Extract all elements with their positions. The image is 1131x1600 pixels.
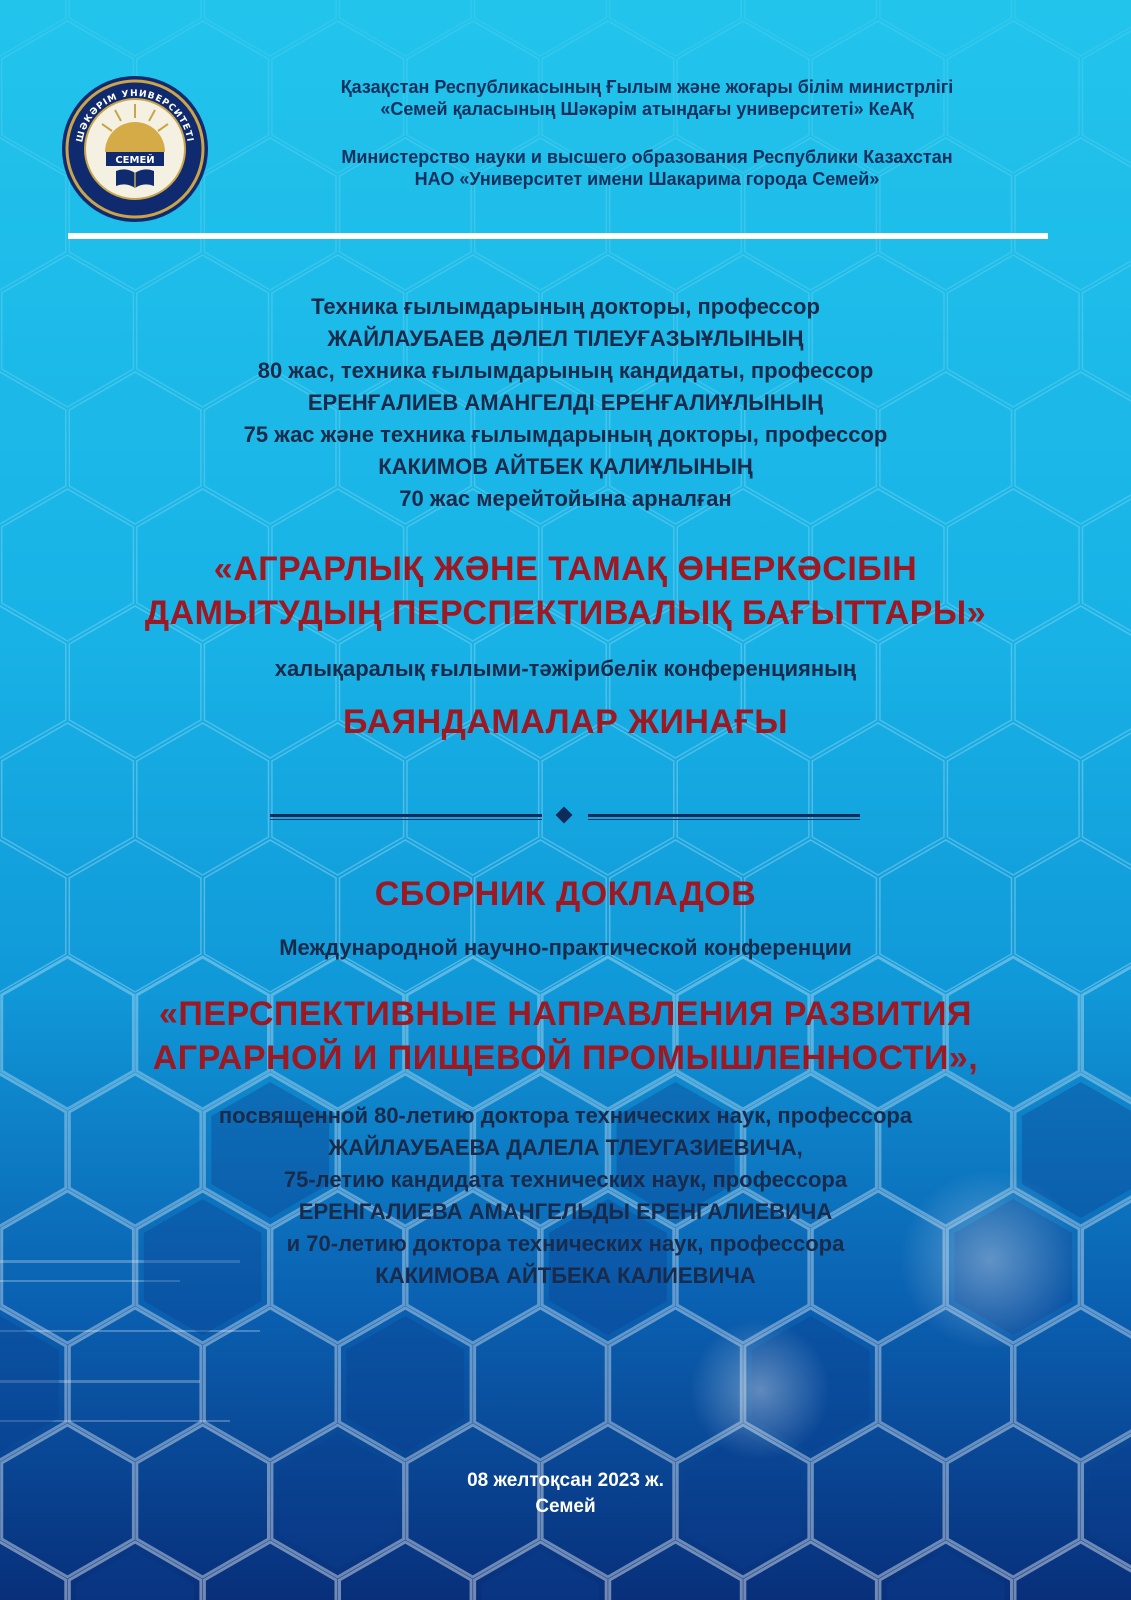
- ru-title-line: АГРАРНОЙ И ПИЩЕВОЙ ПРОМЫШЛЕННОСТИ»,: [152, 1039, 979, 1077]
- ru-dedication-line: и 70-летию доктора технических наук, профессора: [286, 1231, 845, 1256]
- event-date: 08 желтоқсан 2023 ж.: [467, 1470, 664, 1491]
- institution-header: [232, 76, 1062, 190]
- kz-dedication-line: 80 жас, техника ғылымдарының кандидаты, профессор: [257, 358, 874, 383]
- kz-title-line: ДАМЫТУДЫҢ ПЕРСПЕКТИВАЛЫҚ БАҒЫТТАРЫ»: [144, 594, 987, 632]
- kz-dedication-line: 75 жас және техника ғылымдарының докторы, профессор: [243, 422, 888, 447]
- university-logo: [60, 74, 210, 224]
- ru-collection-title: СБОРНИК ДОКЛАДОВ: [374, 875, 757, 913]
- header-divider: [68, 233, 1048, 239]
- ornamental-divider: [270, 806, 860, 826]
- footer: [0, 1468, 1131, 1520]
- kz-university: «Семей қаласының Шәкәрім атындағы университеті» КеАҚ: [380, 99, 914, 119]
- kz-dedication-line: Техника ғылымдарының докторы, профессор: [311, 294, 820, 319]
- ru-title-line: «ПЕРСПЕКТИВНЫЕ НАПРАВЛЕНИЯ РАЗВИТИЯ: [159, 995, 972, 1033]
- ru-dedication-line: КАКИМОВА АЙТБЕКА КАЛИЕВИЧА: [375, 1263, 756, 1288]
- ru-ministry: Министерство науки и высшего образования Республики Казахстан: [341, 147, 953, 167]
- kz-collection-title: БАЯНДАМАЛАР ЖИНАҒЫ: [342, 703, 789, 741]
- ru-dedication-line: посвященной 80-летию доктора технических наук, профессора: [218, 1103, 913, 1128]
- kz-conference-subtitle: халықаралық ғылыми-тәжірибелік конференцияның: [274, 656, 857, 681]
- kz-dedication-line: КАКИМОВ АЙТБЕК ҚАЛИҰЛЫНЫҢ: [378, 454, 753, 479]
- kz-dedication-line: 70 жас мерейтойына арналған: [399, 486, 732, 511]
- ru-dedication-line: ЖАЙЛАУБАЕВА ДАЛЕЛА ТЛЕУГАЗИЕВИЧА,: [328, 1135, 803, 1160]
- kz-ministry: Қазақстан Республикасының Ғылым және жоғары білім министрлігі: [340, 77, 954, 97]
- ru-university: НАО «Университет имени Шакарима города Семей»: [414, 169, 880, 189]
- event-city: Семей: [535, 1496, 596, 1517]
- kz-conference-title: [0, 547, 1131, 635]
- ru-dedication: [0, 1100, 1131, 1292]
- ru-conference-subtitle: Международной научно-практической конференции: [279, 935, 852, 960]
- diamond-icon: [556, 807, 573, 824]
- kz-dedication: [0, 291, 1131, 515]
- kz-title-line: «АГРАРЛЫҚ ЖӘНЕ ТАМАҚ ӨНЕРКӘСІБІН: [213, 550, 918, 588]
- kz-dedication-line: ЕРЕНҒАЛИЕВ АМАНГЕЛДІ ЕРЕНҒАЛИҰЛЫНЫҢ: [307, 390, 824, 415]
- kz-dedication-line: ЖАЙЛАУБАЕВ ДӘЛЕЛ ТІЛЕУҒАЗЫҰЛЫНЫҢ: [327, 326, 804, 351]
- ru-dedication-line: 75-летию кандидата технических наук, профессора: [283, 1167, 848, 1192]
- ru-conference-title: [0, 992, 1131, 1080]
- logo-center-text: СЕМЕЙ: [115, 155, 155, 166]
- logo-ring-text: ШӘКӘРІМ УНИВЕРСИТЕТІ: [75, 88, 195, 144]
- ru-dedication-line: ЕРЕНГАЛИЕВА АМАНГЕЛЬДЫ ЕРЕНГАЛИЕВИЧА: [298, 1199, 833, 1224]
